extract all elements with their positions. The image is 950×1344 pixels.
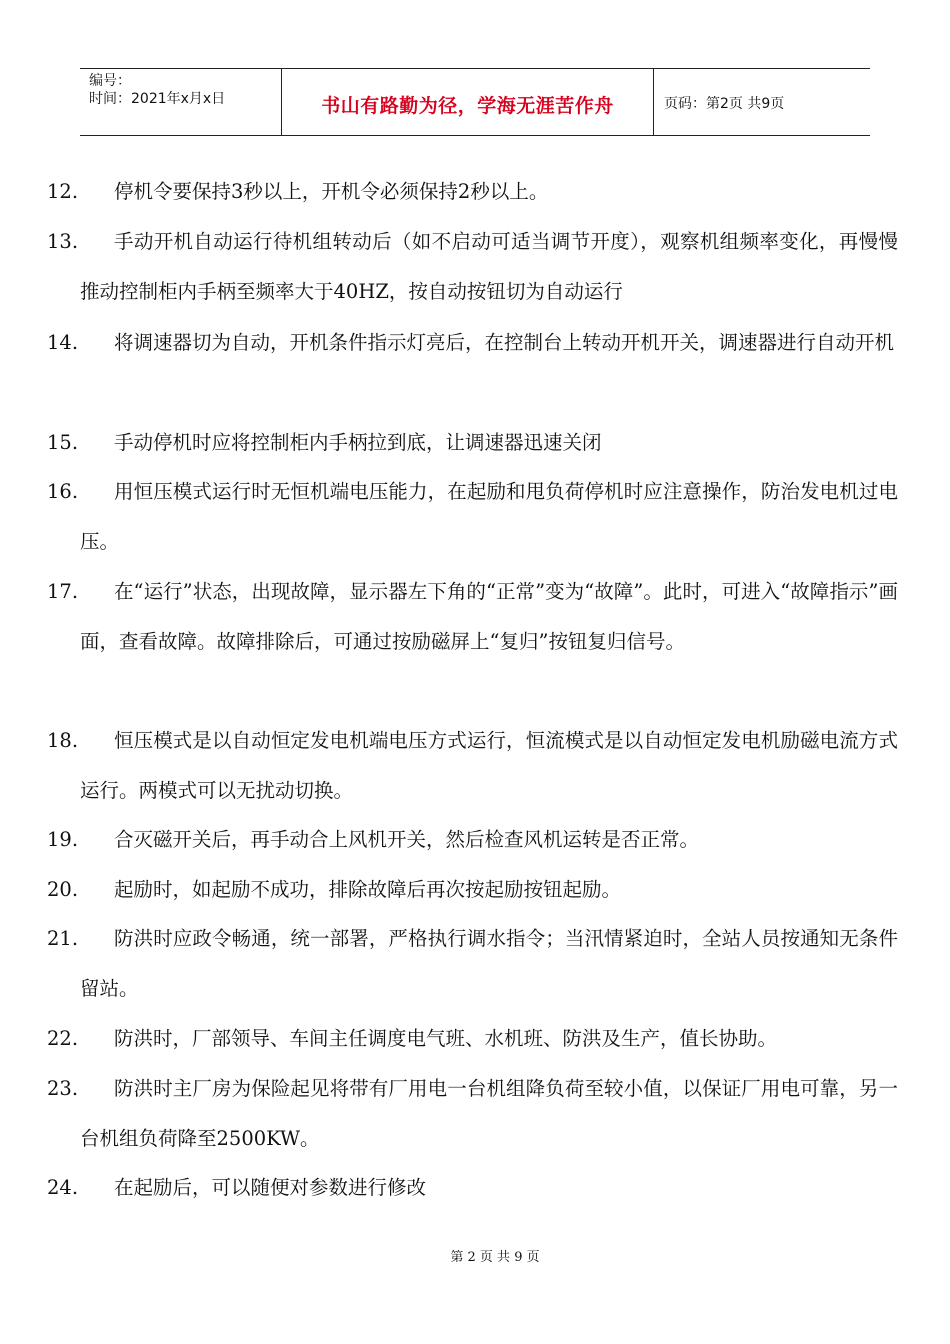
item-text: 在“运行”状态，出现故障，显示器左下角的“正常”变为“故障”。此时，可进入“故障指示”画面，查看故障。故障排除后，可通过按励磁屏上“复归”按钮复归信号。 [80,580,898,653]
item-text: 将调速器切为自动，开机条件指示灯亮后，在控制台上转动开机开关，调速器进行自动开机 [114,331,895,354]
item-number: 20. [47,878,79,901]
item-text: 停机令要保持3秒以上，开机令必须保持2秒以上。 [114,180,549,203]
item-text: 恒压模式是以自动恒定发电机端电压方式运行，恒流模式是以自动恒定发电机励磁电流方式运行。两模式可以无扰动切换。 [80,729,898,802]
header-motto: 书山有路勤为径，学海无涯苦作舟 [282,69,654,135]
item-number: 19. [47,828,79,851]
item-text: 防洪时主厂房为保险起见将带有厂用电一台机组降负荷至较小值，以保证厂用电可靠，另一台机组负荷降至2500KW。 [80,1077,898,1150]
item-number: 24. [47,1176,79,1199]
item-number: 12. [47,180,79,203]
document-number-label: 编号： [89,73,131,89]
item-number: 16. [47,480,79,503]
item-text: 手动停机时应将控制柜内手柄拉到底，让调速器迅速关闭 [114,431,602,454]
item-text: 防洪时，厂部领导、车间主任调度电气班、水机班、防洪及生产，值长协助。 [114,1027,778,1050]
item-number: 13. [47,230,79,253]
page-footer: 第 2 页 共 9 页 [450,1250,540,1265]
item-text: 合灭磁开关后，再手动合上风机开关，然后检查风机运转是否正常。 [114,828,700,851]
item-number: 14. [47,331,79,354]
document-time-label: 时间：2021年x月x日 [89,91,226,107]
item-number: 21. [47,927,79,950]
item-number: 17. [47,580,79,603]
page-header [80,68,870,136]
item-number: 22. [47,1027,79,1050]
header-page-info: 页码：第2页 共9页 [664,96,785,112]
item-text: 手动开机自动运行待机组转动后（如不启动可适当调节开度），观察机组频率变化，再慢慢推动控制柜内手柄至频率大于40HZ，按自动按钮切为自动运行 [80,230,898,303]
item-number: 18. [47,729,79,752]
item-number: 23. [47,1077,79,1100]
header-meta [80,69,282,135]
item-number: 15. [47,431,79,454]
item-text: 防洪时应政令畅通，统一部署，严格执行调水指令；当汛情紧迫时，全站人员按通知无条件留站。 [80,927,898,1000]
item-text: 在起励后，可以随便对参数进行修改 [114,1176,427,1199]
item-text: 起励时，如起励不成功，排除故障后再次按起励按钮起励。 [114,878,622,901]
item-text: 用恒压模式运行时无恒机端电压能力，在起励和甩负荷停机时应注意操作，防治发电机过电压。 [80,480,898,553]
